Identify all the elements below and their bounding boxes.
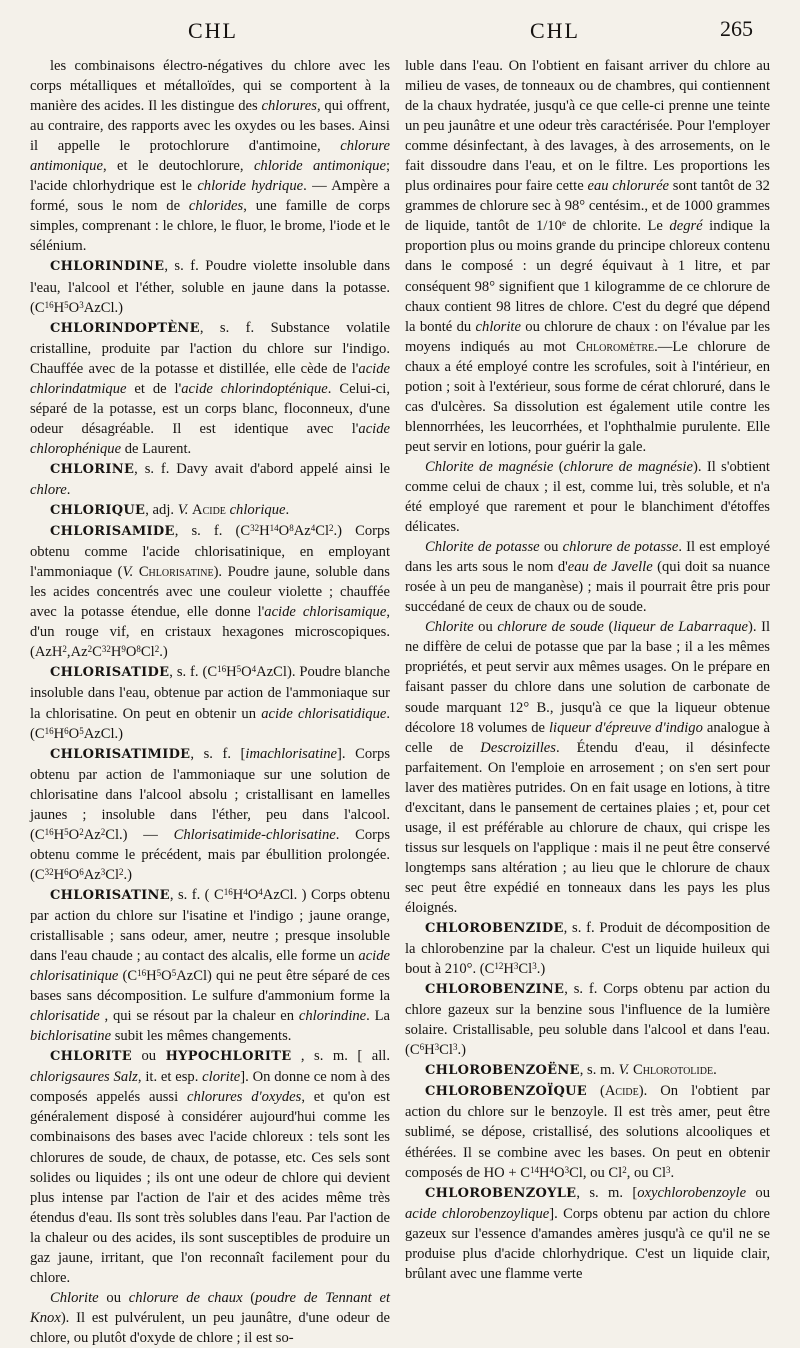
superscript: 16 [44,826,54,837]
superscript: 16 [44,725,54,736]
text-run: , et le deutochlorure, [102,158,254,175]
headword: CHLOROBENZOËNE [425,1063,580,1079]
text-run: . Étendu d'eau, il désinfecte parfaitement. On l'emploie en arrosement ; on s'en sert pour laver des matières putrides. On en fait usage en lotions, à titre d'excitant, dans le pansement de certaines plaies ; et, pour cet usage, il est préférable au chlorure de chaux, qui crispe les tissus sur lesquels on l'applique : mais il ne peut être conservé longtemps sans altération ; au lieu que le chlorure de chaux sec peut être expédié en tonneaux dans les pays les plus éloignés. [405,739,770,916]
italic-text: chlorure de chaux [128,1289,243,1306]
text-run: . Celui-ci, séparé de la potasse, est un corps blanc, floconneux, d'une odeur désagréable. Il est identique avec l' [30,380,390,437]
superscript: 2 [87,644,93,655]
text-run: , s. f. ( C [169,886,224,903]
text-run: ou [473,619,498,636]
superscript: 5 [79,725,84,736]
text-run: ). On l'obtient par action du chlore sur le benzoyle. Il est très amer, peut être sublimé, se dépose, cristallisé, des solutions alcooliques et éthérées. Il se combine avec les bases. On peut en obtenir composés de HO + C [405,1083,770,1181]
text-run: ( [586,1083,605,1100]
text-run: AzCl) qui ne peut être séparé de ces bases sans décomposition. Le sulfure d'ammonium forme la [30,968,390,1005]
italic-text: Chlorisatimide-chlorisatine [173,826,336,843]
italic-text: Chlorite de potasse [425,539,540,556]
superscript: 16 [223,886,233,897]
italic-text: eau de Javelle [567,559,653,576]
entry-paragraph [30,1046,390,1288]
entry-paragraph [30,256,390,317]
superscript: 6 [419,1042,425,1053]
superscript: 2 [622,1164,627,1175]
text-run: O [241,664,252,681]
text-run: ou chlorure de chaux : on l'évalue par les moyens indiqués au mot [405,318,770,355]
text-run: O [278,523,290,540]
italic-text: chlorure de soude [497,619,604,636]
text-run: Cl [518,961,533,978]
entry-paragraph [405,56,770,457]
headword: CHLOROBENZIDE [425,921,564,937]
text-run: H [110,644,122,661]
text-run: subit les mêmes changements. [111,1028,292,1045]
text-run: Az [293,523,311,540]
text-run: H [424,1042,435,1059]
superscript: 12 [494,961,504,972]
right-column [405,56,771,1282]
text-run: , adj. [145,502,178,519]
text-run: Cl [140,644,155,661]
text-run: H [538,1164,550,1181]
superscript: 4 [258,886,263,897]
text-run: Az [83,866,101,883]
superscript: 3 [434,1042,440,1053]
text-run: ). Il ne diffère de celui de potasse que par la base ; il a les mêmes propriétés, et peut servir aux mêmes usages. On le prépare en faisant passer du chlore dans une solution de carbonate de soude marquant 12° B., jusqu'à ce que la liqueur obtenue décolore 18 volumes de [405,619,770,736]
text-run: . (C [30,705,390,742]
text-run: H [53,299,65,316]
italic-text: acide chlorindopténique [181,380,328,397]
text-run: , ou Cl [626,1164,667,1181]
superscript: 16 [217,664,227,675]
headword: CHLORISATINE [50,887,170,903]
text-run: , s. m. [ all. [291,1048,390,1065]
text-run: O [554,1164,565,1181]
superscript: 16 [137,968,147,979]
superscript: 6 [64,725,69,736]
superscript: 4 [243,886,248,897]
entry-paragraph [30,744,390,885]
italic-text: chlorures d'oxydes [186,1089,302,1106]
superscript: 5 [64,826,69,837]
text-run: H [146,968,157,985]
italic-text: poudre de Tennant et Knox [30,1289,390,1326]
text-run: ; l'acide chlorhydrique est le [30,158,391,195]
superscript: 3 [666,1164,671,1175]
superscript: 2 [100,826,106,837]
superscript: 2 [79,826,84,837]
text-run: .) [536,961,546,978]
superscript: 14 [269,523,279,534]
superscript: 4 [549,1164,555,1175]
text-run: ). Il s'obtient comme celui de chaux ; il est, comme lui, très soluble, et n'a été employé que rarement et pour le blanchiment d'étoffes délicates. [405,458,770,536]
text-run: ( [553,458,564,475]
superscript: 8 [136,644,141,655]
text-run: . [66,481,71,498]
text-run: ou [746,1184,771,1201]
text-run: AzCl). Poudre blanche insoluble dans l'eau, obtenue par action de l'ammoniaque sur la chlorisatine. On peut en obtenir un [30,664,390,722]
entry-paragraph [30,318,390,459]
text-run: Cl [315,523,330,540]
text-run: . [285,502,290,519]
entry-paragraph [405,457,770,537]
text-run: H [259,523,270,540]
text-run: . La [366,1008,390,1025]
entry-paragraph [405,617,770,918]
text-run: H [226,664,237,681]
text-run: .) Corps obtenu comme l'acide chlorisatinique, en employant l'ammoniaque ( [30,523,390,581]
text-run: AzCl.) [83,299,124,316]
entry-paragraph [30,662,390,743]
left-column [30,56,391,1346]
entry-paragraph [30,56,390,256]
superscript: 3 [100,866,106,877]
text-run: Cl [439,1042,453,1059]
text-run: , une famille de corps simples, comprenant : le chlore, le fluor, le brome, l'iode et le sélénium. [30,198,390,255]
superscript: 6 [64,866,69,877]
text-run: O [125,644,137,661]
italic-text: V. [618,1062,630,1079]
italic-text: chlorisatide [30,1008,100,1025]
superscript: 3 [452,1042,458,1053]
text-run: H [53,866,65,883]
text-run: . Il est employé dans les arts sous le nom d' [405,539,770,576]
text-run: . [670,1164,675,1181]
text-run: Az [83,826,101,843]
text-run: (C [118,968,138,985]
italic-text: chlorure antimonique [30,138,390,175]
text-run: Acide [192,502,226,519]
superscript: 5 [156,968,162,979]
superscript: 8 [289,523,294,534]
entry-paragraph [30,1288,390,1348]
italic-text: chloride antimonique [253,158,386,175]
text-run: Cl.) — [105,826,174,843]
italic-text: chlorindine [298,1008,367,1025]
text-run: ]. Corps obtenu par action du chlore gazeux sur l'essence d'amandes amères jusqu'à ce qu'il ne se produise plus d'acide chlorhydrique. C'est un liquide clair, brûlant avec une flamme verte [405,1205,770,1282]
text-run: C [92,644,102,661]
italic-text: Descroizilles [480,739,556,756]
text-run: .) [457,1042,466,1059]
text-run: , s. m. [ [576,1184,638,1201]
text-run: O [68,866,80,883]
text-run: , it. et esp. [137,1069,203,1086]
italic-text: bichlorisatine [30,1028,112,1045]
italic-text: degré [669,218,703,235]
italic-text: chloride hydrique [197,178,304,195]
italic-text: chlorure de potasse [562,539,679,556]
text-run: ( [603,619,614,636]
text-run: Acide [604,1083,639,1100]
text-run: , s. f. (C [174,523,251,540]
italic-text: acide chlorindatmique [30,360,390,397]
text-run: , s. f. Poudre violette insoluble dans l'eau, l'alcool et l'éther, soluble en jaune dans la potasse. (C [30,258,390,316]
text-run: Cl, ou Cl [569,1164,623,1181]
text-run: .) [159,644,168,661]
superscript: 4 [251,664,257,675]
text-run: , s. m. [579,1062,619,1079]
running-head-right: CHL [530,18,580,43]
text-run: Chlorotolide [632,1062,714,1079]
italic-text: V. [122,564,134,581]
text-run: ( [242,1289,256,1306]
text-run: . — Ampère a formé, sous le nom de [30,178,390,215]
entry-paragraph [405,537,770,617]
italic-text: chlorigsaures Salz [30,1069,138,1086]
text-run: ). Poudre jaune, soluble dans les acides concentrés avec une couleur violette ; chauffée avec la potasse étendue, elle donne l' [30,564,390,621]
superscript: 32 [101,644,111,655]
italic-text: eau chlorurée [587,178,670,195]
entry-paragraph [405,918,770,979]
italic-text: acide chlorisatinique [30,948,390,985]
superscript: 4 [310,523,316,534]
italic-text: chlorite [475,318,521,335]
italic-text: liqueur de Labarraque [613,619,749,636]
italic-text: liqueur d'épreuve d'indigo [548,719,703,736]
superscript: 32 [250,523,260,534]
headword: CHLORISATIMIDE [50,746,191,762]
text-run: . [713,1062,717,1079]
superscript: e [561,218,566,229]
italic-text: chlorure de magnésie [563,458,693,475]
text-run: ). Il est pulvérulent, un peu jaunâtre, d'une odeur de chlore, ou plutôt d'oxyde de chlore ; il est so- [30,1309,390,1346]
italic-text: acide chlorisamique [264,604,387,621]
superscript: 5 [236,664,242,675]
superscript: 5 [64,299,69,310]
text-run: H [232,886,244,903]
text-run: O [247,886,259,903]
text-run: de chlorite. Le [565,218,670,235]
entry-paragraph [30,500,390,521]
headword: CHLORINE [50,461,135,477]
italic-text: clorite [202,1069,241,1086]
text-run: , s. f. Davy avait d'abord appelé ainsi le [134,460,390,477]
superscript: 3 [513,961,519,972]
headword: CHLORISAMIDE [50,524,175,540]
headword: HYPOCHLORITE [165,1049,292,1065]
text-run: , s. f. Produit de décomposition de la chlorobenzine par la chaleur. C'est un liquide huileux qui bout à 210°. (C [405,920,770,978]
text-run: et de l' [126,380,182,397]
superscript: 2 [119,866,124,877]
entry-paragraph [30,459,390,500]
text-run: ou [98,1289,129,1306]
text-run: ou [131,1048,166,1065]
headword: CHLOROBENZINE [425,982,565,998]
text-run: , s. f. Substance volatile cristalline, produite par l'action du chlore sur l'indigo. Chauffée avec de la potasse et distillée, elle cède de l' [30,319,390,377]
text-run: ]. On donne ce nom à des composés appelés aussi [30,1069,391,1106]
text-run: (qui doit sa nuance rosée à un peu de manganèse) ; mais il pourrait être pris pour succédané de ceux de chaux ou de soude. [405,559,770,616]
text-run: ]. Corps obtenu par action de l'ammoniaque sur une solution de chlorisatine dans l'alcool absolu ; cristallisant en lamelles jaunes ; insoluble dans l'éther, peu dans l'alcool. (C [30,745,390,843]
text-run: H [53,826,65,843]
italic-text: V. [177,502,189,519]
headword: CHLORINDINE [50,259,165,275]
superscript: 2 [154,644,160,655]
superscript: 5 [171,968,177,979]
headword: CHLORITE [50,1049,132,1065]
text-run: , s. f. Corps obtenu par action du chlore gazeux sur la benzine sous l'influence de la lumière solaire. Cristallisable, peu soluble dans l'alcool et dans l'eau. (C [405,981,770,1059]
headword: CHLOROBENZOYLE [425,1185,577,1201]
italic-text: chlore [30,481,67,498]
text-run: AzCl.) [83,725,124,742]
text-run: , d'un rouge vif, en cristaux hexagones microscopiques. (AzH [30,604,390,661]
text-run: . Corps obtenu comme le précédent, mais par ébullition prolongée. (C [30,826,391,883]
headword: CHLORISATIDE [50,665,170,681]
italic-text: acide chlorobenzoylique [405,1205,550,1222]
text-run: Chlorisatine [138,564,214,581]
text-run: indique la proportion plus ou moins grande du principe chloreux contenu dans le composé : un degré équivaut à 1 litre, et par conséquent 98° signifient que 1 kilogramme de ce chlorure de chaux contient 98 litres de chlore. C'est du degré que dépend la bonté du [405,218,770,335]
text-run: , qui se résout par la chaleur en [99,1008,299,1025]
italic-text: chlorures [261,98,317,115]
superscript: 3 [564,1164,570,1175]
text-run: analogue à celle de [405,719,771,756]
italic-text: Chlorite de magnésie [425,458,554,475]
superscript: 3 [532,961,537,972]
italic-text: oxychlorobenzoyle [637,1184,747,1201]
text-run: H [53,725,65,742]
text-run: AzCl. ) Corps obtenu par action du chlore sur l'isatine et l'indigo ; jaune orange, cristallisable ; sans odeur, amer, neutre ; presque insoluble dans l'eau chaude ; au contact des alcalis, elle forme un [30,886,390,965]
text-run: , qui offrent, au contraire, des rapports avec les oxydes ou les bases. Ainsi il appelle le protochlorure d'antimoine, [30,98,391,155]
italic-text: chlorique [229,502,286,519]
italic-text: chlorides [188,198,244,215]
headword: CHLORINDOPTÈNE [50,320,200,336]
text-run: luble dans l'eau. On l'obtient en faisant arriver du chlore au milieu de vases, de tonneaux ou de chambres, qui contiennent de la chaux hydratée, jusqu'à ce que celle-ci prenne une teinte un peu jaunâtre et une odeur très caractérisée. Pour l'employer comme désinfectant, à des lavages, à des arrosements, on le fait dissoudre dans l'eau, et on le filtre. Les proportions les plus ordinaires pour faire cette [405,58,770,195]
entry-paragraph [30,885,390,1046]
text-run: sont tantôt de 32 grammes de chlorure sec à 98° centésim., et de 1000 grammes de liquide, tantôt de 1/10 [405,178,770,235]
headword: CHLORIQUE [50,503,146,519]
entry-paragraph [405,1183,770,1284]
text-run: , s. f. [ [190,745,246,762]
entry-paragraph [405,1060,770,1081]
entry-paragraph [405,979,770,1060]
text-run: .—Le chlorure de chaux a été employé contre les scrofules, soit à l'intérieur, en potion ; soit à l'extérieur, sous forme de cérat chloruré, dans le cas d'ulcères. Sa dissolution est également utile contre les blennorrhées, les leucorrhées, et l'ophthalmie purulente. Elle peut servir en lotions, pour guérir la gale. [405,338,770,455]
italic-text: imachlorisatine [245,745,338,762]
entry-paragraph [30,521,390,662]
superscript: 3 [79,299,84,310]
text-run: O [161,968,172,985]
superscript: 14 [529,1164,539,1175]
text-run: , et qu'on est généralement disposé à considérer aujourd'hui comme les combinaisons des bases avec l'acide chloreux : tels sont les chlorures de soude, de chaux, de potasse, etc. Ces sels sont solides ou liquides ; ils ont une odeur de chlore qui devient plus intense par l'action de l'air et des acides même très étendus d'eau. Ils sont très solubles dans l'eau. Par l'action de la chaleur ou des acides, ils sont susceptibles de produire un gaz jaune, irritant, que l'on reconnaît facilement pour du chlore. [30,1089,391,1286]
text-run: H [503,961,514,978]
text-run: Chloromètre [576,338,655,355]
text-run: O [68,826,80,843]
text-run: ou [539,539,563,556]
superscript: 2 [329,523,334,534]
text-run: de Laurent. [121,440,192,457]
superscript: 6 [79,866,84,877]
italic-text: Chlorite [50,1289,99,1306]
italic-text: Chlorite [425,619,474,636]
page-number: 265 [720,16,753,41]
italic-text: acide chlorisatidique [261,705,387,722]
text-run: ,Az [66,644,88,661]
superscript: 9 [121,644,126,655]
italic-text: acide chlorophénique [30,420,390,457]
text-run: Cl [105,866,120,883]
superscript: 2 [62,644,67,655]
text-run: O [68,299,80,316]
headword: CHLOROBENZOÏQUE [425,1084,587,1100]
superscript: 32 [44,866,54,877]
text-run: , s. f. (C [169,664,218,681]
superscript: 16 [44,299,54,310]
text-run: les combinaisons électro-négatives du chlore avec les corps métalliques et métalloïdes, qui se comportent à la manière des acides. Il les distingue des [30,58,390,115]
text-run: O [68,725,80,742]
text-run: .) [123,866,133,883]
running-head-left: CHL [188,18,238,43]
entry-paragraph [405,1081,770,1182]
